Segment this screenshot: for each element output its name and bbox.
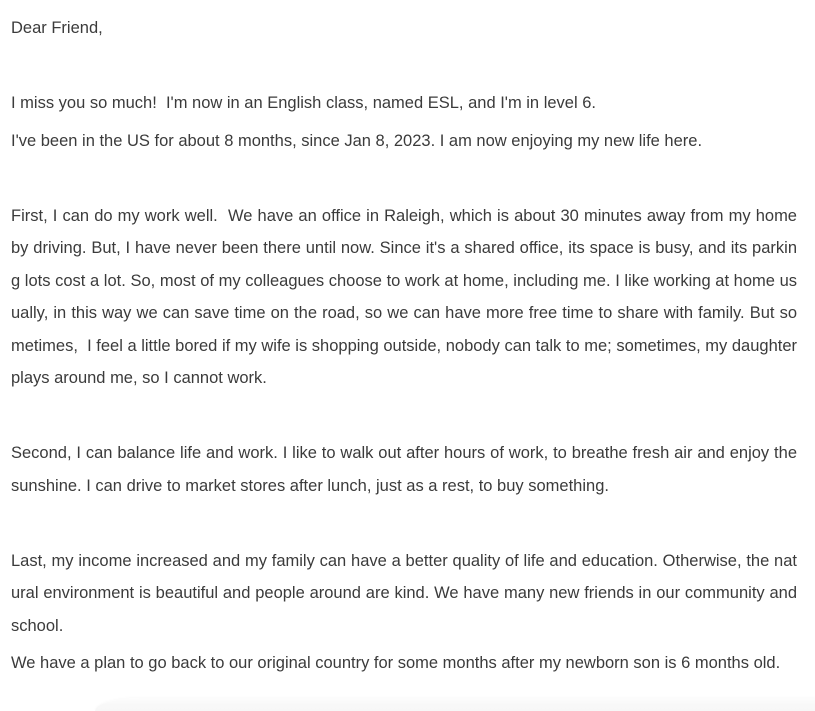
- paragraph-salutation: Dear Friend,: [11, 19, 103, 37]
- paragraph-plan: We have a plan to go back to our original country for some months after my newborn son is 6 months old.: [11, 654, 781, 672]
- paragraph-second-point: Second, I can balance life and work. I like to walk out after hours of work, to breathe fresh air and enjoy the sunshine. I can drive to market stores after lunch, just as a rest, to buy something.: [11, 444, 797, 495]
- paragraph-blank: [11, 162, 797, 195]
- bottom-panel-edge: [95, 698, 815, 711]
- paragraph-blank: [11, 50, 797, 83]
- paragraph-last-point: Last, my income increased and my family can have a better quality of life and education. Otherwise, the natural environment is beautiful and people around are kind. We have many new friends in our community and school.: [11, 551, 797, 635]
- paragraph-intro-1: I miss you so much! I'm now in an English class, named ESL, and I'm in level 6.: [11, 94, 596, 112]
- paragraph-first-point: First, I can do my work well. We have an office in Raleigh, which is about 30 minutes away from my home by driving. But, I have never been there until now. Since it's a shared office, its space is busy, and its parking lots cost a lot. So, most of my colleagues choose to work at home, including me. I like working at home usually, in this way we can save time on the road, so we can have more free time to share with family. But sometimes, I feel a little bored if my wife is shopping outside, nobody can talk to me; sometimes, my daughter plays around me, so I cannot work.: [11, 206, 797, 387]
- paragraph-intro-2: I've been in the US for about 8 months, since Jan 8, 2023. I am now enjoying my new life here.: [11, 131, 703, 150]
- paragraph-blank: [11, 400, 797, 433]
- paragraph-blank: [11, 507, 797, 540]
